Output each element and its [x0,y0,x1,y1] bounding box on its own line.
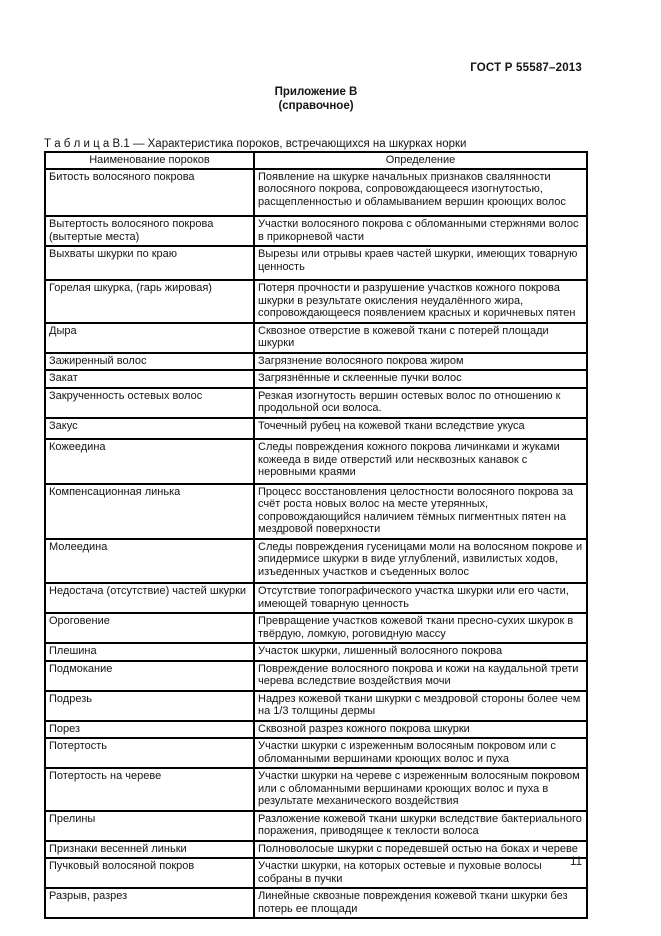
defect-definition: Участки шкурки, на которых остевые и пуховые волосы собраны в пучки [254,858,587,888]
table-row [45,811,587,841]
table-row [45,169,587,217]
defect-name: Прелины [45,811,254,841]
defect-name: Зажиренный волос [45,353,254,371]
defect-definition: Отсутствие топографического участка шкурки или его части, имеющей товарную ценность [254,583,587,613]
table-row [45,738,587,768]
defect-definition: Сквозное отверстие в кожевой ткани с потерей площади шкурки [254,323,587,353]
defect-definition: Превращение участков кожевой ткани пресно-сухих шкурок в твёрдую, ломкую, роговидную массу [254,613,587,643]
defect-definition: Вырезы или отрывы краев частей шкурки, имеющих товарную ценность [254,246,587,280]
defect-definition: Процесс восстановления целостности волосяного покрова за счёт роста новых волос на месте утерянных, сопровождающийся наличием тёмных пигментных пятен на мездровой поверхности [254,484,587,539]
defect-name: Порез [45,721,254,739]
defect-name: Подрезь [45,691,254,721]
defect-name: Недостача (отсутствие) частей шкурки [45,583,254,613]
defect-name: Горелая шкурка, (гарь жировая) [45,280,254,323]
defect-definition: Сквозной разрез кожного покрова шкурки [254,721,587,739]
table-row [45,691,587,721]
defect-definition: Загрязнённые и склеенные пучки волос [254,370,587,388]
defect-name: Пучковый волосяной покров [45,858,254,888]
defect-name: Потертость [45,738,254,768]
defect-definition: Потеря прочности и разрушение участков кожного покрова шкурки в результате окисления неудалённого жира, сопровождающееся появлением красных и коричневых пятен [254,280,587,323]
table-row [45,370,587,388]
defect-name: Кожеедина [45,439,254,484]
defect-name: Плешина [45,643,254,661]
defect-definition: Появление на шкурке начальных признаков свалянности волосяного покрова, сопровождающееся изогнутостью, расщепленностью и обламыванием вершин кроющих волос [254,169,587,217]
defect-definition: Участки шкурки на череве с изреженным волосяным покровом или с обломанными вершинами кроющих волос и пуха в результате механического воздействия [254,768,587,811]
defect-name: Битость волосяного покрова [45,169,254,217]
table-row [45,888,587,918]
table-row [45,323,587,353]
table-row [45,388,587,418]
defect-name: Молеедина [45,539,254,584]
defect-definition: Повреждение волосяного покрова и кожи на каудальной трети черева вследствие воздействия мочи [254,661,587,691]
table-row [45,643,587,661]
defect-name: Выхваты шкурки по краю [45,246,254,280]
defect-definition: Участки шкурки с изреженным волосяным покровом или с обломанными вершинами кроющих волос и пуха [254,738,587,768]
table-row [45,216,587,246]
defect-name: Дыра [45,323,254,353]
table-row [45,484,587,539]
defect-name: Закат [45,370,254,388]
defect-definition: Линейные сквозные повреждения кожевой ткани шкурки без потерь ее площади [254,888,587,918]
defect-name: Ороговение [45,613,254,643]
annex-subtitle: (справочное) [278,99,354,112]
table-row [45,721,587,739]
defect-definition: Точечный рубец на кожевой ткани вследствие укуса [254,418,587,440]
table-row [45,539,587,584]
table-row [45,439,587,484]
defect-name: Компенсационная линька [45,484,254,539]
column-header-definition: Определение [254,152,587,169]
defect-definition: Участок шкурки, лишенный волосяного покрова [254,643,587,661]
table-row [45,353,587,371]
table-row [45,583,587,613]
defect-definition: Полноволосые шкурки с поредевшей остью на боках и череве [254,841,587,859]
defect-name: Подмокание [45,661,254,691]
page-number: 11 [570,856,582,868]
defect-name: Разрыв, разрез [45,888,254,918]
defect-definition: Резкая изогнутость вершин остевых волос по отношению к продольной оси волоса. [254,388,587,418]
defect-name: Закрученность остевых волос [45,388,254,418]
table-caption: Т а б л и ц а В.1 — Характеристика пороков, встречающихся на шкурках норки [44,138,467,150]
defect-definition: Участки волосяного покрова с обломанными стержнями волос в прикорневой части [254,216,587,246]
defects-table [44,151,588,919]
defect-name: Потертость на череве [45,768,254,811]
table-row [45,661,587,691]
table-row [45,280,587,323]
table-row [45,246,587,280]
defect-definition: Надрез кожевой ткани шкурки с мездровой стороны более чем на 1/3 толщины дермы [254,691,587,721]
document-code: ГОСТ Р 55587–2013 [470,62,582,74]
table-row [45,418,587,440]
defect-name: Вытертость волосяного покрова (вытертые места) [45,216,254,246]
table-header-row [45,152,587,169]
defect-definition: Разложение кожевой ткани шкурки вследствие бактериального поражения, приводящее к теклости волоса [254,811,587,841]
annex-heading [44,86,588,113]
defect-definition: Загрязнение волосяного покрова жиром [254,353,587,371]
defect-name: Закус [45,418,254,440]
column-header-name: Наименование пороков [45,152,254,169]
defect-name: Признаки весенней линьки [45,841,254,859]
defect-definition: Следы повреждения гусеницами моли на волосяном покрове и эпидермисе шкурки в виде углублений, извилистых ходов, изъеденных участков и съеденных волос [254,539,587,584]
table-row [45,613,587,643]
defect-definition: Следы повреждения кожного покрова личинками и жуками кожееда в виде отверстий или несквозных канавок с неровными краями [254,439,587,484]
table-row [45,768,587,811]
annex-title: Приложение В [274,86,358,98]
